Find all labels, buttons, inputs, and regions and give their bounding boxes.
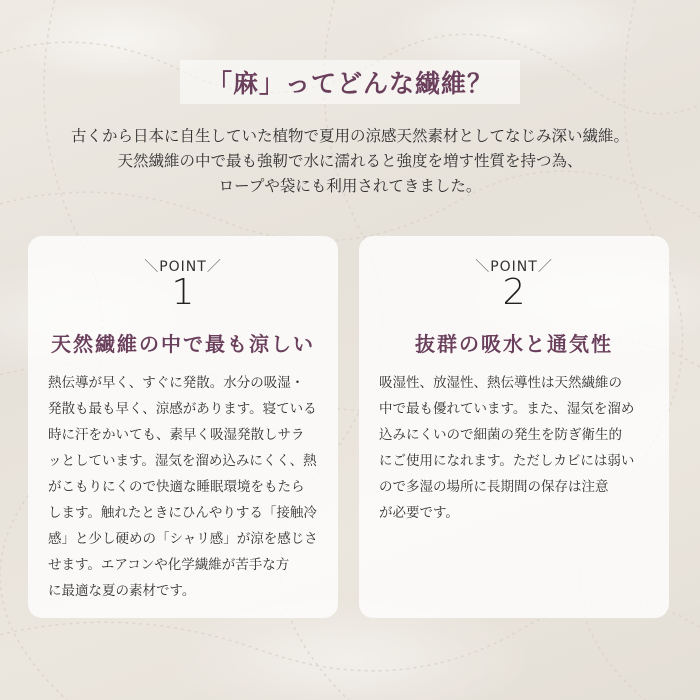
point-label-text: POINT: [159, 259, 207, 275]
body-line: せます。エアコンや化学繊維が苦手な方: [48, 557, 290, 573]
slash-left-icon: ＼: [475, 259, 491, 275]
slash-right-icon: ／: [206, 259, 222, 275]
body-line: します。触れたときにひんやりする「接触冷: [48, 505, 317, 521]
point-number: 2: [502, 272, 526, 313]
slash-right-icon: ／: [537, 259, 553, 275]
body-line: 中で最も優れています。また、湿気を溜め: [379, 401, 635, 417]
point-title: 抜群の吸水と通気性: [415, 332, 613, 356]
body-line: が必要です。: [379, 505, 459, 521]
point-body: [379, 370, 655, 526]
body-line: 感」と少し硬めの「シャリ感」が涼を感じさ: [48, 531, 318, 547]
title-band: [180, 60, 520, 104]
intro-text: [20, 124, 680, 199]
intro-line: 天然繊維の中で最も強靭で水に濡れると強度を増す性質を持つ為、: [117, 152, 583, 170]
intro-line: 古くから日本に自生していた植物で夏用の涼感天然素材としてなじみ深い繊維。: [70, 127, 629, 145]
point-title: 天然繊維の中で最も涼しい: [51, 332, 315, 356]
body-line: 込みにくいので細菌の発生を防ぎ衛生的: [379, 427, 622, 443]
body-line: に最適な夏の素材です。: [48, 583, 196, 599]
point-card-2: [359, 236, 669, 618]
page-title: 「麻」ってどんな繊維？: [206, 69, 493, 98]
body-line: 時に汗をかいても、素早く吸湿発散しサラ: [48, 427, 305, 443]
body-line: ので多湿の場所に長期間の保存は注意: [379, 479, 609, 495]
body-line: 発散も最も早く、涼感があります。寝ている: [48, 401, 317, 417]
body-line: 熱伝導が早く、すぐに発散。水分の吸湿・: [48, 375, 305, 391]
slash-left-icon: ＼: [144, 259, 160, 275]
point-label-text: POINT: [490, 259, 538, 275]
point-number: 1: [171, 272, 195, 313]
body-line: ッとしています。湿気を溜め込みにくく、熱: [48, 453, 317, 469]
body-line: がこもりにくので快適な睡眠環境をもたら: [48, 479, 305, 495]
intro-line: ロープや袋にも利用されてきました。: [218, 177, 482, 195]
body-line: にご使用になれます。ただしカビには弱い: [379, 453, 635, 469]
point-body: [48, 370, 324, 604]
point-card-1: [28, 236, 338, 618]
body-line: 吸湿性、放湿性、熱伝導性は天然繊維の: [379, 375, 622, 391]
